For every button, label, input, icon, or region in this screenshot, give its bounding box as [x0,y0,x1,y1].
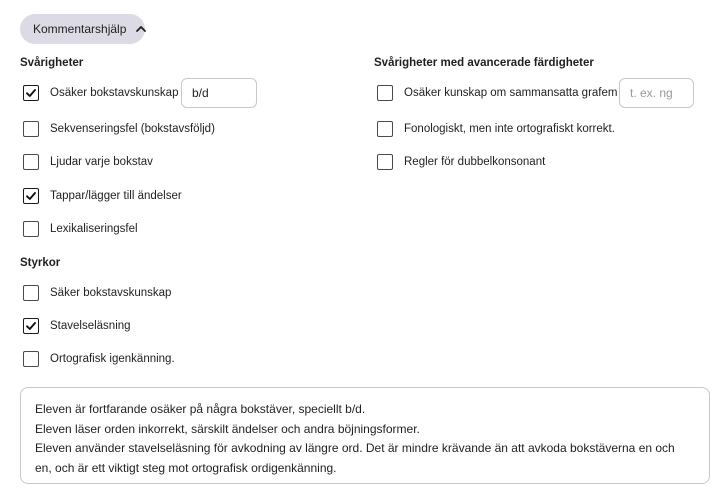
checkbox-label: Tappar/lägger till ändelser [50,190,182,202]
checkbox-row-phonologically-correct[interactable] [377,119,615,139]
checkbox-label: Stavelseläsning [50,320,131,332]
checkbox[interactable] [23,188,39,204]
checkbox-label: Osäker kunskap om sammansatta grafem [404,87,618,99]
checkbox-label: Ortografisk igenkänning. [50,353,175,365]
checkbox[interactable] [23,285,39,301]
checkbox-row-sounds-each-letter[interactable] [23,152,153,172]
comment-line: Eleven läser orden inkorrekt, särskilt ändelser och andra böjningsformer. [35,421,420,436]
checkbox-row-uncertain-letter-knowledge[interactable] [23,83,178,103]
checkbox-row-compound-graphemes[interactable] [377,83,617,103]
checkbox[interactable] [23,85,39,101]
checkbox-row-syllable-reading[interactable] [23,316,131,336]
compound-grapheme-input[interactable] [619,78,694,108]
checkbox-label: Säker bokstavskunskap [50,287,172,299]
checkbox[interactable] [23,318,39,334]
comment-line: en, och är ett viktigt steg mot ortografisk ordigenkänning. [35,460,337,475]
section-title-difficulties: Svårigheter [20,57,84,69]
section-title-strengths: Styrkor [20,257,61,269]
checkbox[interactable] [23,154,39,170]
checkbox-row-secure-letter-knowledge[interactable] [23,283,171,303]
comment-line: Eleven använder stavelseläsning för avkodning av längre ord. Det är mindre krävande än att avkoda bokstäverna en och [35,441,675,455]
checkbox-label: Sekvenseringsfel (bokstavsföljd) [50,123,215,135]
comment-textarea[interactable] [20,387,710,484]
checkbox-row-drops-adds-endings[interactable] [23,186,182,206]
chevron-up-icon [135,23,147,35]
letter-confusion-input[interactable] [181,78,257,108]
checkbox-row-lexicalization-errors[interactable] [23,219,138,239]
checkbox-label: Fonologiskt, men inte ortografiskt korrekt. [404,123,615,135]
checkbox-row-orthographic-recognition[interactable] [23,349,175,369]
checkbox-label: Lexikaliseringsfel [50,223,138,235]
comment-help-toggle-button[interactable] [20,14,145,44]
checkbox[interactable] [23,221,39,237]
checkbox-label: Regler för dubbelkonsonant [404,156,546,168]
section-title-advanced-difficulties: Svårigheter med avancerade färdigheter [374,57,594,69]
checkbox[interactable] [377,85,393,101]
comment-line: Eleven är fortfarande osäker på några bokstäver, speciellt b/d. [35,402,366,416]
checkbox[interactable] [23,121,39,137]
checkbox[interactable] [377,121,393,137]
checkbox-label: Osäker bokstavskunskap [50,87,179,99]
checkbox[interactable] [377,154,393,170]
checkbox[interactable] [23,351,39,367]
comment-help-toggle-label: Kommentarshjälp [33,22,127,36]
checkbox-label: Ljudar varje bokstav [50,156,153,168]
checkbox-row-double-consonant-rules[interactable] [377,152,545,172]
checkbox-row-sequencing-errors[interactable] [23,119,215,139]
